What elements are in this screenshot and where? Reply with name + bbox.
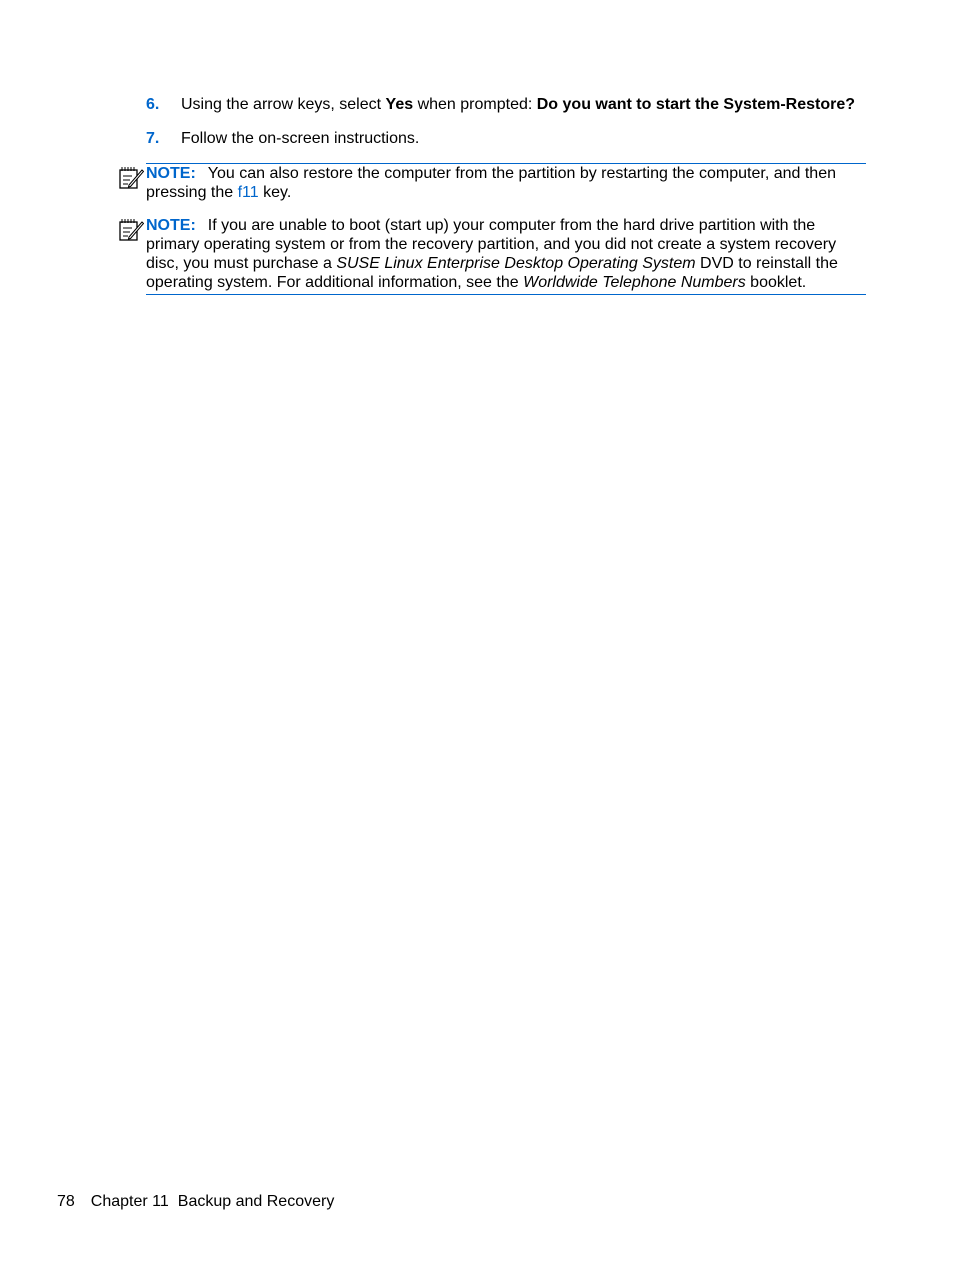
note-box: [146, 163, 866, 204]
chapter-title: Backup and Recovery: [177, 1193, 335, 1210]
note-label: NOTE:: [146, 217, 196, 234]
page-number: 78: [57, 1193, 75, 1210]
booklet-name: Worldwide Telephone Numbers: [523, 274, 746, 291]
chapter-number: Chapter 11: [90, 1193, 169, 1210]
note-box: [146, 216, 866, 295]
note-label: NOTE:: [146, 165, 196, 182]
step-text: [181, 95, 855, 114]
note-text-part: booklet.: [745, 274, 807, 291]
note-text-part: You can also restore the computer from the partition by restarting the computer, and then pressing the: [146, 165, 836, 201]
step-number: 6.: [146, 96, 160, 113]
prompt-text: Do you want to start the System-Restore?: [536, 96, 856, 113]
step-text-part: Using the arrow keys, select: [181, 96, 386, 113]
note-icon: [118, 166, 144, 190]
note-icon: [118, 218, 144, 242]
f11-key-link[interactable]: f11: [237, 184, 259, 201]
step-number: 7.: [146, 130, 160, 147]
page-footer: [57, 1192, 350, 1211]
note-text: [146, 164, 866, 202]
note-text: [146, 216, 866, 292]
note-text-part: key.: [258, 184, 292, 201]
step-text: Follow the on-screen instructions.: [181, 130, 420, 147]
note-text-part: If you are unable to boot (start up) your computer from the hard drive partition with the primary operating system or from the recovery partition, and you did not create a system recovery disc, you must purchase a: [146, 217, 837, 272]
yes-option: Yes: [385, 96, 414, 113]
step-text-part: when prompted:: [413, 96, 537, 113]
note-text-part: DVD to reinstall the operating system. For additional information, see the: [146, 255, 838, 291]
product-name: SUSE Linux Enterprise Desktop Operating System: [336, 255, 696, 272]
